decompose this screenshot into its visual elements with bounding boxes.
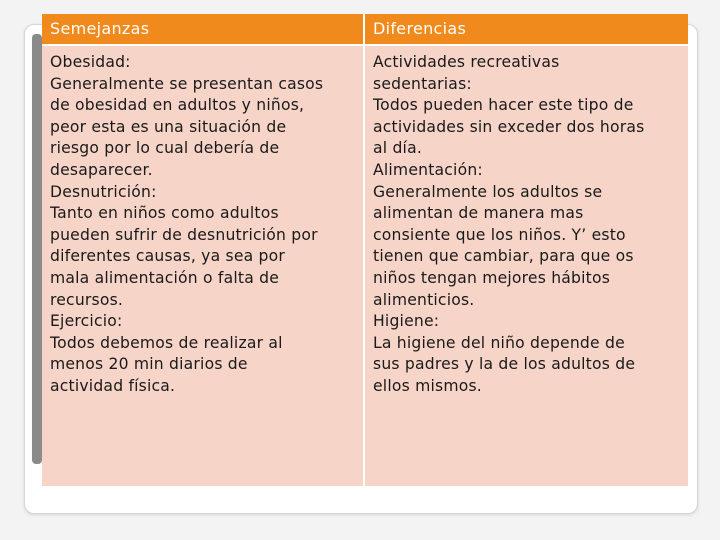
text-line: de obesidad en adultos y niños, xyxy=(50,96,305,115)
text-line: Desnutrición: xyxy=(50,182,157,201)
text-line: sus padres y la de los adultos de xyxy=(373,355,636,374)
text-line: diferentes causas, ya sea por xyxy=(50,247,286,266)
text-line: sedentarias: xyxy=(373,74,472,93)
cell-semejanzas xyxy=(42,46,363,486)
text-line: pueden sufrir de desnutrición por xyxy=(50,225,318,244)
text-line: actividad física. xyxy=(50,376,176,395)
text-line: tienen que cambiar, para que os xyxy=(373,247,634,266)
text-line: niños tengan mejores hábitos xyxy=(373,268,611,287)
text-line: riesgo por lo cual debería de xyxy=(50,139,280,158)
text-line: Todos pueden hacer este tipo de xyxy=(373,96,634,115)
cell-diferencias xyxy=(365,46,688,486)
text-line: al día. xyxy=(373,139,422,158)
text-line: ellos mismos. xyxy=(373,376,482,395)
text-line: La higiene del niño depende de xyxy=(373,333,625,352)
text-line: mala alimentación o falta de xyxy=(50,268,280,287)
slide-accent-bar xyxy=(32,34,42,464)
header-semejanzas: Semejanzas xyxy=(42,14,363,44)
text-line: Todos debemos de realizar al xyxy=(50,333,283,352)
text-line: Higiene: xyxy=(373,312,440,331)
comparison-table xyxy=(42,14,688,486)
text-line: desaparecer. xyxy=(50,160,153,179)
text-line: Alimentación: xyxy=(373,160,483,179)
text-line: menos 20 min diarios de xyxy=(50,355,248,374)
text-line: peor esta es una situación de xyxy=(50,117,287,136)
text-line: recursos. xyxy=(50,290,124,309)
text-line: alimenticios. xyxy=(373,290,475,309)
text-line: Generalmente se presentan casos xyxy=(50,74,324,93)
text-line: Tanto en niños como adultos xyxy=(50,204,279,223)
text-line: Obesidad: xyxy=(50,53,131,71)
header-diferencias: Diferencias xyxy=(365,14,688,44)
text-line: alimentan de manera mas xyxy=(373,204,584,223)
text-line: Actividades recreativas xyxy=(373,53,560,71)
text-line: Ejercicio: xyxy=(50,312,123,331)
text-line: actividades sin exceder dos horas xyxy=(373,117,645,136)
text-line: consiente que los niños. Y’ esto xyxy=(373,225,626,244)
text-line: Generalmente los adultos se xyxy=(373,182,603,201)
